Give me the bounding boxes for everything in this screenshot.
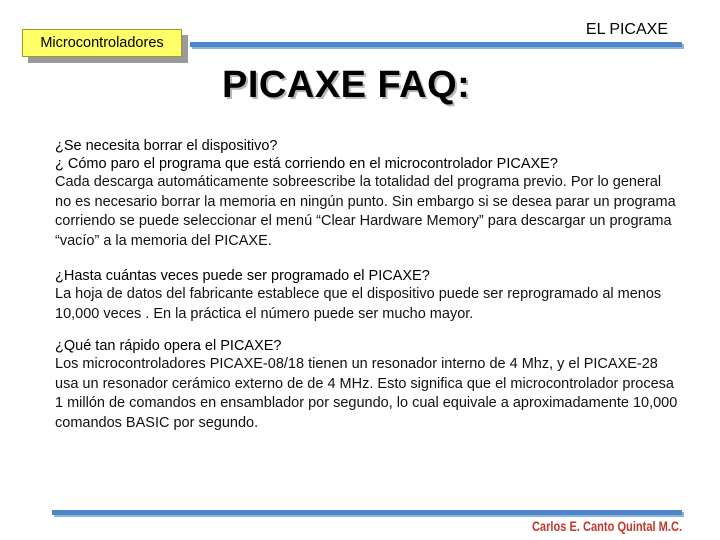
faq-answer: Cada descarga automáticamente sobreescribe la totalidad del programa previo. Por lo general no es necesario borrar la memoria en ningún punto. Sin embargo si se desea parar un programa corriendo se puede seleccionar el menú “Clear Hardware Memory” para descargar un programa “vacío” a la memoria del PICAXE. [55,174,676,249]
faq-question: ¿Hasta cuántas veces puede ser programado el PICAXE? [55,268,430,284]
faq-item [55,137,680,251]
bottom-divider [52,510,682,515]
section-tag [22,29,182,57]
faq-answer: Los microcontroladores PICAXE-08/18 tienen un resonador interno de 4 Mhz, y el PICAXE-28 usa un resonador cerámico externo de de 4 MHz. Esto significa que el microcontrolador procesa 1 millón de comandos en ensamblador por segundo, lo cual equivale a aproximadamente 10,000 comandos BASIC por segundo. [55,356,678,431]
faq-content [55,137,680,433]
faq-question: ¿ Cómo paro el programa que está corriendo en el microcontrolador PICAXE? [55,156,558,172]
faq-question: ¿Qué tan rápido opera el PICAXE? [55,338,282,354]
faq-question: ¿Se necesita borrar el dispositivo? [55,138,278,154]
footer-author: Carlos E. Canto Quintal M.C. [531,519,682,534]
faq-item [55,337,680,433]
faq-answer: La hoja de datos del fabricante establece que el dispositivo puede ser reprogramado al menos 10,000 veces . En la práctica el número puede ser mucho mayor. [55,286,662,322]
header-title: EL PICAXE [585,21,668,38]
slide-title: PICAXE FAQ: [222,64,471,106]
faq-item [55,267,680,324]
section-tag-label: Microcontroladores [22,29,182,57]
top-divider [190,42,682,47]
